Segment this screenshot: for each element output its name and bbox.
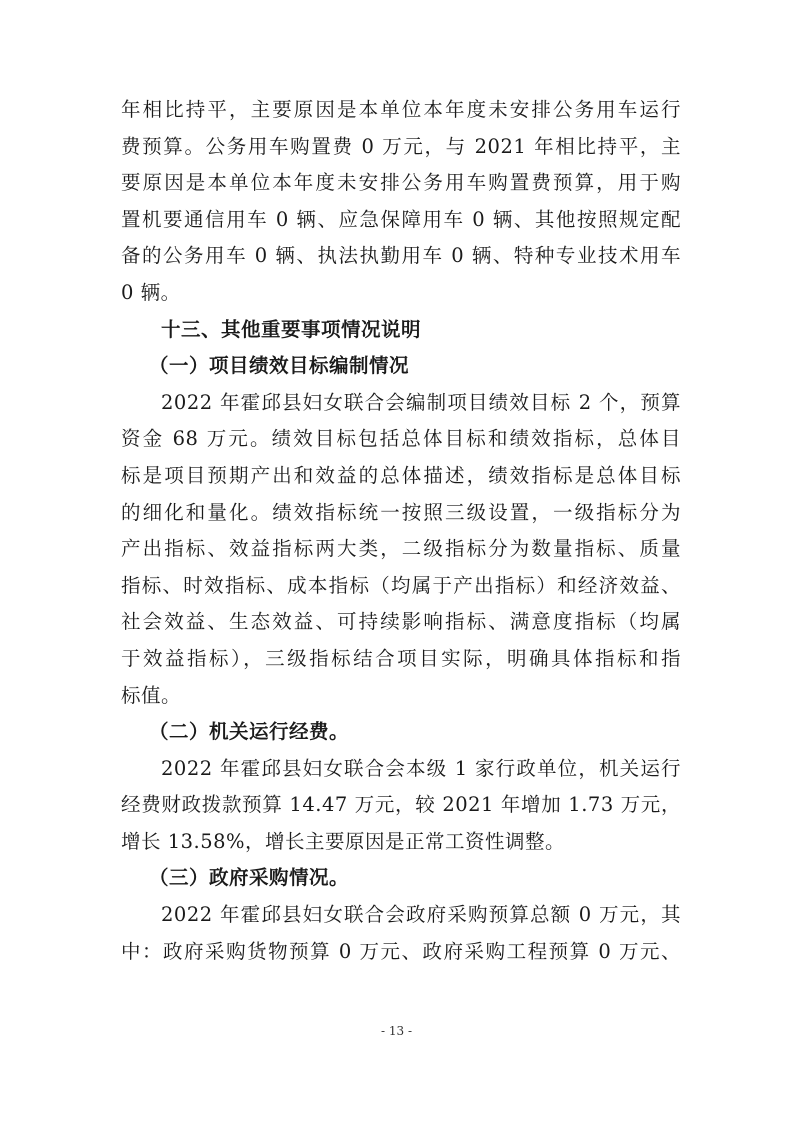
text-line: 2022 年霍邱县妇女联合会本级 1 家行政单位，机关运行: [161, 756, 681, 780]
subsection-3-title: （三）政府采购情况。: [149, 866, 350, 890]
text-line: 2022 年霍邱县妇女联合会政府采购预算总额 0 万元，其: [161, 903, 681, 927]
text-line: 产出指标、效益指标两大类，二级指标分为数量指标、质量: [121, 537, 681, 561]
text-line: 资金 68 万元。绩效目标包括总体目标和绩效指标，总体目: [121, 427, 681, 451]
paragraph-operating: [121, 751, 681, 861]
subsection-1-title: （一）项目绩效目标编制情况: [149, 354, 410, 378]
text-line: 于效益指标），三级指标结合项目实际，明确具体指标和指: [121, 646, 681, 670]
text-line: 指标、时效指标、成本指标（均属于产出指标）和经济效益、: [121, 573, 681, 597]
paragraph-procurement: [121, 897, 681, 970]
text-line: 年相比持平，主要原因是本单位本年度未安排公务用车运行: [121, 98, 681, 121]
text-line: 标值。: [121, 683, 182, 707]
paragraph-vehicle: [121, 92, 681, 312]
text-line: 经费财政拨款预算 14.47 万元，较 2021 年增加 1.73 万元，: [121, 793, 681, 817]
text-line: 标是项目预期产出和效益的总体描述，绩效指标是总体目标: [121, 463, 681, 487]
paragraph-performance: [121, 385, 681, 714]
text-line: 2022 年霍邱县妇女联合会编制项目绩效目标 2 个，预算: [161, 390, 681, 414]
text-line: 的细化和量化。绩效指标统一按照三级设置，一级指标分为: [121, 500, 681, 524]
text-line: 中：政府采购货物预算 0 万元、政府采购工程预算 0 万元、: [121, 939, 681, 963]
page-number: - 13 -: [380, 1024, 412, 1038]
text-line: 费预算。公务用车购置费 0 万元，与 2021 年相比持平，主: [121, 134, 681, 158]
text-line: 要原因是本单位本年度未安排公务用车购置费预算，用于购: [121, 171, 681, 195]
subsection-2-title: （二）机关运行经费。: [149, 720, 350, 744]
text-line: 备的公务用车 0 辆、执法执勤用车 0 辆、特种专业技术用车: [121, 244, 681, 268]
section-13-title: 十三、其他重要事项情况说明: [161, 317, 422, 341]
document-body: [121, 92, 681, 970]
text-line: 0 辆。: [121, 280, 181, 304]
text-line: 社会效益、生态效益、可持续影响指标、满意度指标（均属: [121, 610, 681, 634]
text-line: 置机要通信用车 0 辆、应急保障用车 0 辆、其他按照规定配: [121, 207, 681, 231]
text-line: 增长 13.58%，增长主要原因是正常工资性调整。: [121, 829, 566, 853]
